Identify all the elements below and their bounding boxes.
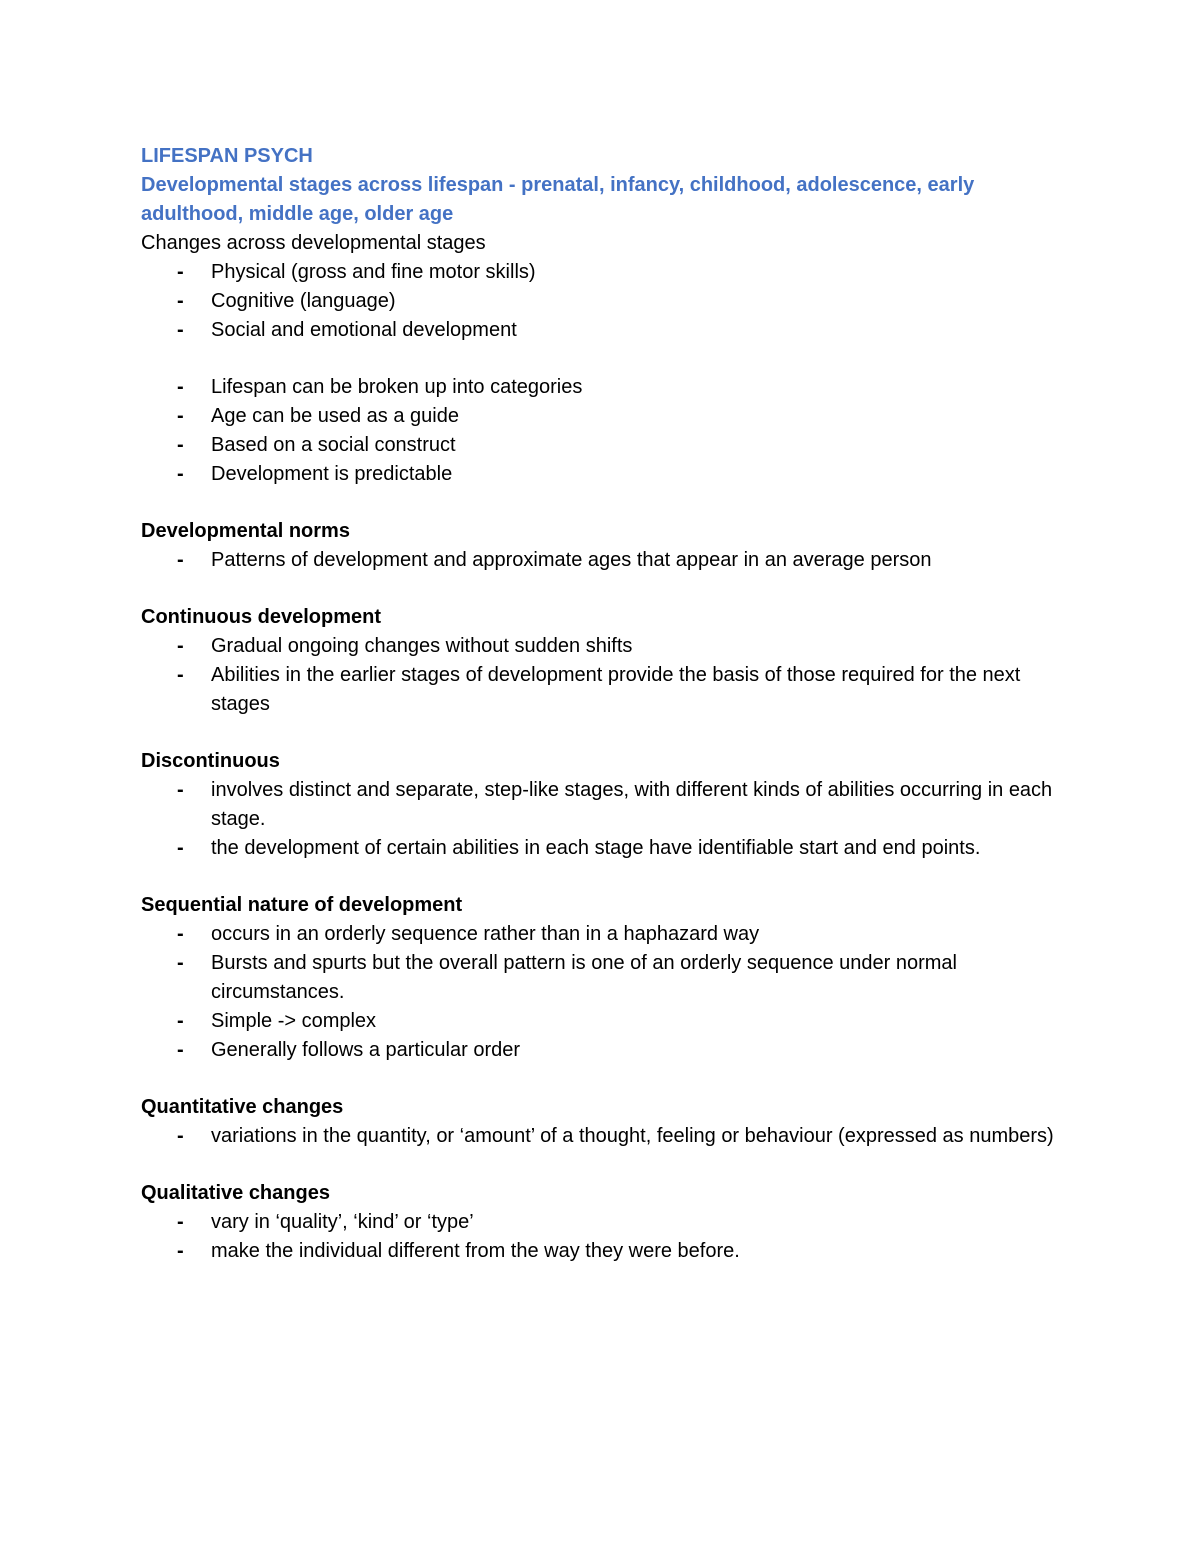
dash-bullet: - [177, 635, 184, 657]
sequential-nature-list [141, 920, 1081, 1065]
discontinuous-list [141, 776, 1081, 863]
dash-bullet: - [177, 261, 184, 283]
list-item-text: Bursts and spurts but the overall pattern is one of an orderly sequence under normal circumstances. [211, 952, 957, 1003]
intro-text: Changes across developmental stages [141, 232, 486, 254]
continuous-development-list [141, 632, 1081, 719]
dash-bullet: - [177, 319, 184, 341]
list-item-text: make the individual different from the way they were before. [211, 1240, 740, 1262]
lifespan-notes-list [141, 373, 1081, 489]
list-item-text: the development of certain abilities in each stage have identifiable start and end points. [211, 837, 981, 859]
document-page [141, 142, 1081, 1266]
dash-bullet: - [177, 434, 184, 456]
list-item-text: occurs in an orderly sequence rather than in a haphazard way [211, 923, 760, 945]
list-item [141, 1122, 1081, 1151]
list-item-text: Generally follows a particular order [211, 1039, 521, 1061]
list-item-text: involves distinct and separate, step-like stages, with different kinds of abilities occurring in each stage. [211, 779, 1053, 830]
section-heading-qualitative-changes: Qualitative changes [141, 1182, 330, 1204]
list-item [141, 431, 1081, 460]
dash-bullet: - [177, 376, 184, 398]
list-item [141, 1007, 1081, 1036]
list-item [141, 632, 1081, 661]
list-item [141, 1036, 1081, 1065]
list-item [141, 834, 1081, 863]
list-item-text: Development is predictable [211, 463, 453, 485]
list-item-text: Gradual ongoing changes without sudden shifts [211, 635, 633, 657]
developmental-norms-list [141, 546, 1081, 575]
blank-line [141, 345, 1081, 373]
list-item-text: Simple -> complex [211, 1010, 377, 1032]
list-item [141, 546, 1081, 575]
dash-bullet: - [177, 952, 184, 974]
list-item [141, 949, 1081, 1007]
dash-bullet: - [177, 463, 184, 485]
dash-bullet: - [177, 290, 184, 312]
list-item [141, 373, 1081, 402]
document-title: LIFESPAN PSYCH [141, 145, 313, 167]
list-item [141, 1208, 1081, 1237]
list-item [141, 661, 1081, 719]
dash-bullet: - [177, 779, 184, 801]
dash-bullet: - [177, 549, 184, 571]
qualitative-changes-list [141, 1208, 1081, 1266]
list-item-text: variations in the quantity, or ‘amount’ of a thought, feeling or behaviour (expressed as numbers) [211, 1125, 1054, 1147]
list-item-text: Lifespan can be broken up into categories [211, 376, 583, 398]
section-heading-sequential-nature: Sequential nature of development [141, 894, 463, 916]
list-item-text: Social and emotional development [211, 319, 517, 341]
dash-bullet: - [177, 405, 184, 427]
section-heading-developmental-norms: Developmental norms [141, 520, 350, 542]
dash-bullet: - [177, 1211, 184, 1233]
list-item [141, 287, 1081, 316]
dash-bullet: - [177, 1039, 184, 1061]
dash-bullet: - [177, 1010, 184, 1032]
dash-bullet: - [177, 923, 184, 945]
changes-list [141, 258, 1081, 345]
dash-bullet: - [177, 1240, 184, 1262]
document-subtitle: Developmental stages across lifespan - prenatal, infancy, childhood, adolescence, early adulthood, middle age, older age [141, 174, 975, 225]
list-item [141, 258, 1081, 287]
list-item-text: Patterns of development and approximate ages that appear in an average person [211, 549, 932, 571]
list-item-text: Physical (gross and fine motor skills) [211, 261, 536, 283]
list-item-text: Cognitive (language) [211, 290, 396, 312]
dash-bullet: - [177, 1125, 184, 1147]
list-item [141, 460, 1081, 489]
list-item [141, 920, 1081, 949]
list-item [141, 776, 1081, 834]
quantitative-changes-list [141, 1122, 1081, 1151]
list-item-text: Age can be used as a guide [211, 405, 459, 427]
list-item-text: vary in ‘quality’, ‘kind’ or ‘type’ [211, 1211, 474, 1233]
dash-bullet: - [177, 837, 184, 859]
list-item [141, 1237, 1081, 1266]
dash-bullet: - [177, 664, 184, 686]
list-item [141, 316, 1081, 345]
section-heading-continuous-development: Continuous development [141, 606, 381, 628]
section-heading-quantitative-changes: Quantitative changes [141, 1096, 344, 1118]
list-item [141, 402, 1081, 431]
list-item-text: Based on a social construct [211, 434, 456, 456]
list-item-text: Abilities in the earlier stages of development provide the basis of those required for the next stages [211, 664, 1021, 715]
section-heading-discontinuous: Discontinuous [141, 750, 280, 772]
